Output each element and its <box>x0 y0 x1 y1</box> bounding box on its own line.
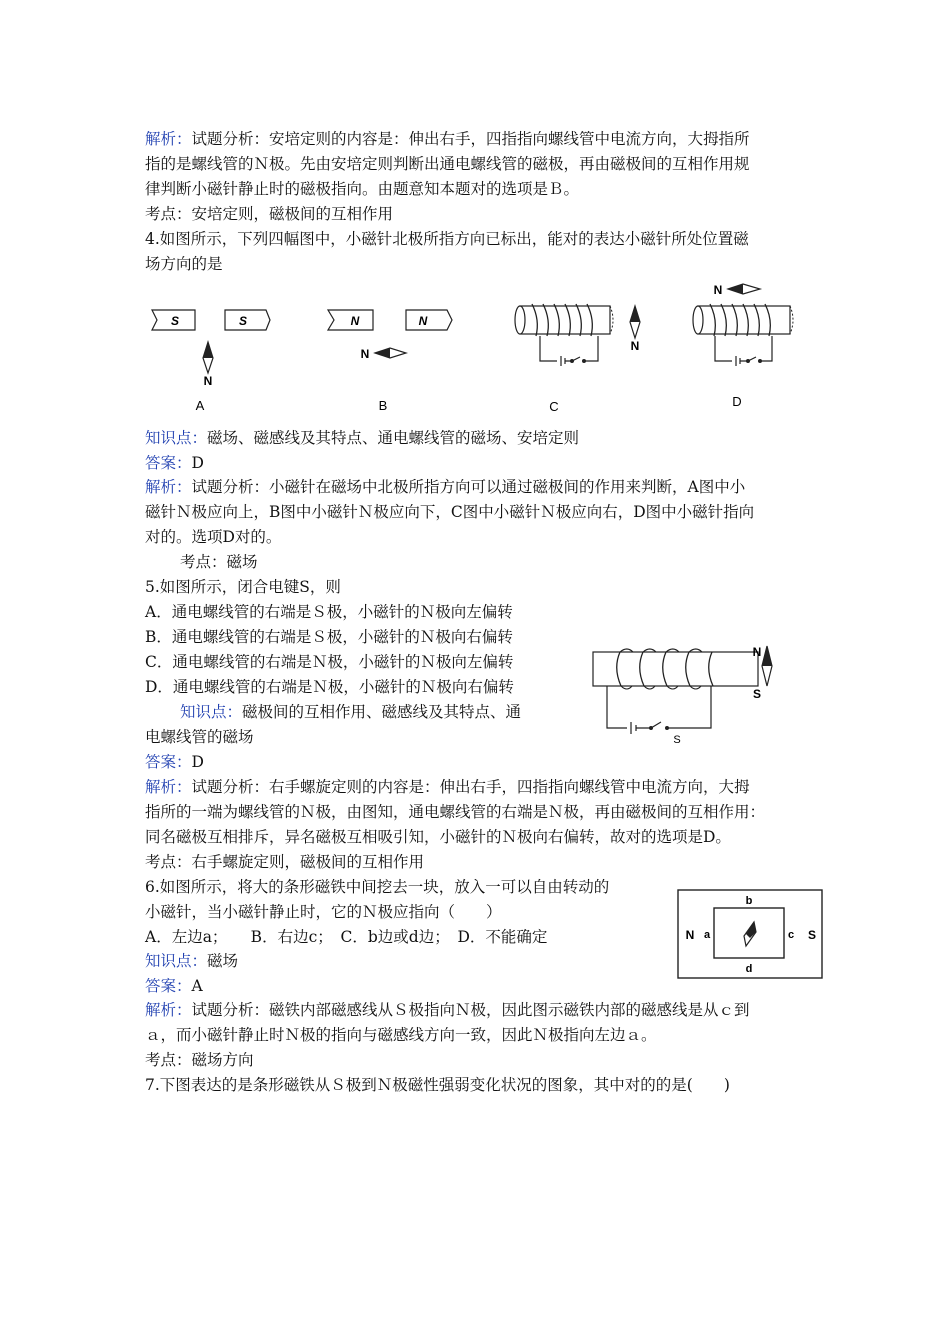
q4-analysis-line-1: 解析：试题分析：小磁针在磁场中北极所指方向可以通过磁极间的作用来判断，A图中小 <box>145 478 746 496</box>
label-c: C <box>549 399 559 414</box>
q6-stem-line-2: 小磁针，当小磁针静止时，它的Ｎ极应指向（ ） <box>145 903 502 921</box>
q4-stem-line-2: 场方向的是 <box>145 255 223 273</box>
needle-n-label: N <box>203 374 213 388</box>
q3-kaodian: 考点：安培定则，磁极间的互相作用 <box>145 205 394 223</box>
q5-answer: 答案：D <box>145 753 204 771</box>
q4-kaodian: 考点：磁场 <box>180 553 258 571</box>
needle-north-half <box>375 348 390 358</box>
q5-option-c: C．通电螺线管的右端是Ｎ极，小磁针的Ｎ极向左偏转 <box>145 653 514 671</box>
magnet-label: S <box>170 314 180 328</box>
analysis-label: 解析： <box>145 130 192 148</box>
q6-answer: 答案：A <box>145 977 203 995</box>
needle-north-half <box>203 342 213 358</box>
needle-n-label: N <box>713 283 723 297</box>
magnet-label: N <box>350 314 360 328</box>
q3-analysis-line-3: 律判断小磁针静止时的磁极指向。由题意知本题对的选项是Ｂ。 <box>145 180 580 198</box>
needle-n-label: N <box>360 347 370 361</box>
needle-north-half <box>762 646 772 666</box>
q5-figure <box>585 640 805 748</box>
magnet-s-label: S <box>807 928 817 942</box>
figure-d <box>693 283 793 409</box>
q5-analysis-line-2: 指所的一端为螺线管的Ｎ极，由图知，通电螺线管的右端是Ｎ极，再由磁极间的互相作用： <box>145 803 766 821</box>
q5-stem: 5.如图所示，闭合电键S，则 <box>145 578 341 596</box>
label-b: B <box>378 398 388 413</box>
needle-north-half <box>630 306 640 322</box>
q6-options: A．左边a； B．右边c； C．b边或d边； D．不能确定 <box>145 928 548 946</box>
q5-knowledge-line-2: 电螺线管的磁场 <box>145 728 254 746</box>
needle-north-half <box>728 284 743 294</box>
q3-analysis-line-2: 指的是螺线管的Ｎ极。先由安培定则判断出通电螺线管的磁极，再由磁极间的互相作用规 <box>145 155 750 173</box>
q4-analysis-line-2: 磁针Ｎ极应向上，B图中小磁针Ｎ极应向下，C图中小磁针Ｎ极应向右，D图中小磁针指向 <box>145 503 755 521</box>
q5-analysis-line-1: 解析：试题分析：右手螺旋定则的内容是：伸出右手，四指指向螺线管中电流方向，大拇 <box>145 778 750 796</box>
q6-analysis-line-1: 解析：试题分析：磁铁内部磁感线从Ｓ极指向Ｎ极，因此图示磁铁内部的磁感线是从ｃ到 <box>145 1001 750 1019</box>
figure-a <box>152 310 270 413</box>
q4-figure <box>140 278 840 420</box>
q6-knowledge: 知识点：磁场 <box>145 952 239 970</box>
label-d: D <box>732 394 742 409</box>
needle-s-label: S <box>752 687 762 701</box>
label-a: a <box>703 929 711 941</box>
q6-figure <box>676 888 824 980</box>
q3-analysis-line-1: 解析：试题分析：安培定则的内容是：伸出右手，四指指向螺线管中电流方向，大拇指所 <box>145 130 750 148</box>
q5-option-d: D．通电螺线管的右端是Ｎ极，小磁针的Ｎ极向右偏转 <box>145 678 514 696</box>
needle-n-label: N <box>752 645 762 659</box>
switch-label: S <box>673 734 681 746</box>
figure-b <box>328 310 452 413</box>
needle-n-label: N <box>630 339 640 353</box>
label-a: A <box>195 398 205 413</box>
q4-analysis-line-3: 对的。选项D对的。 <box>145 528 282 546</box>
magnet-label: S <box>238 314 248 328</box>
q5-knowledge-line-1: 知识点：磁极间的互相作用、磁感线及其特点、通 <box>180 703 522 721</box>
q7-stem: 7.下图表达的是条形磁铁从Ｓ极到Ｎ极磁性强弱变化状况的图象，其中对的的是( ) <box>145 1076 730 1094</box>
q4-answer: 答案：D <box>145 454 204 472</box>
q5-analysis-line-3: 同名磁极互相排斥，异名磁极互相吸引知，小磁针的Ｎ极向右偏转，故对的选项是D。 <box>145 828 731 846</box>
q6-stem-line-1: 6.如图所示，将大的条形磁铁中间挖去一块，放入一可以自由转动的 <box>145 878 610 896</box>
label-c: c <box>787 929 795 941</box>
q5-option-b: B．通电螺线管的右端是Ｓ极，小磁针的Ｎ极向右偏转 <box>145 628 513 646</box>
magnet-n-label: N <box>685 928 695 942</box>
q4-stem-line-1: 4.如图所示，下列四幅图中，小磁针北极所指方向已标出，能对的表达小磁针所处位置磁 <box>145 230 749 248</box>
q4-knowledge: 知识点：磁场、磁感线及其特点、通电螺线管的磁场、安培定则 <box>145 429 580 447</box>
magnet-label: N <box>418 314 428 328</box>
q5-option-a: A．通电螺线管的右端是Ｓ极，小磁针的Ｎ极向左偏转 <box>145 603 513 621</box>
q6-analysis-line-2: ａ，而小磁针静止时Ｎ极的指向与磁感线方向一致，因此Ｎ极指向左边ａ。 <box>145 1026 657 1044</box>
q5-kaodian: 考点：右手螺旋定则，磁极间的互相作用 <box>145 853 425 871</box>
label-b: b <box>745 895 753 907</box>
figure-c <box>515 304 640 414</box>
q6-kaodian: 考点：磁场方向 <box>145 1051 254 1069</box>
label-d: d <box>745 963 753 975</box>
